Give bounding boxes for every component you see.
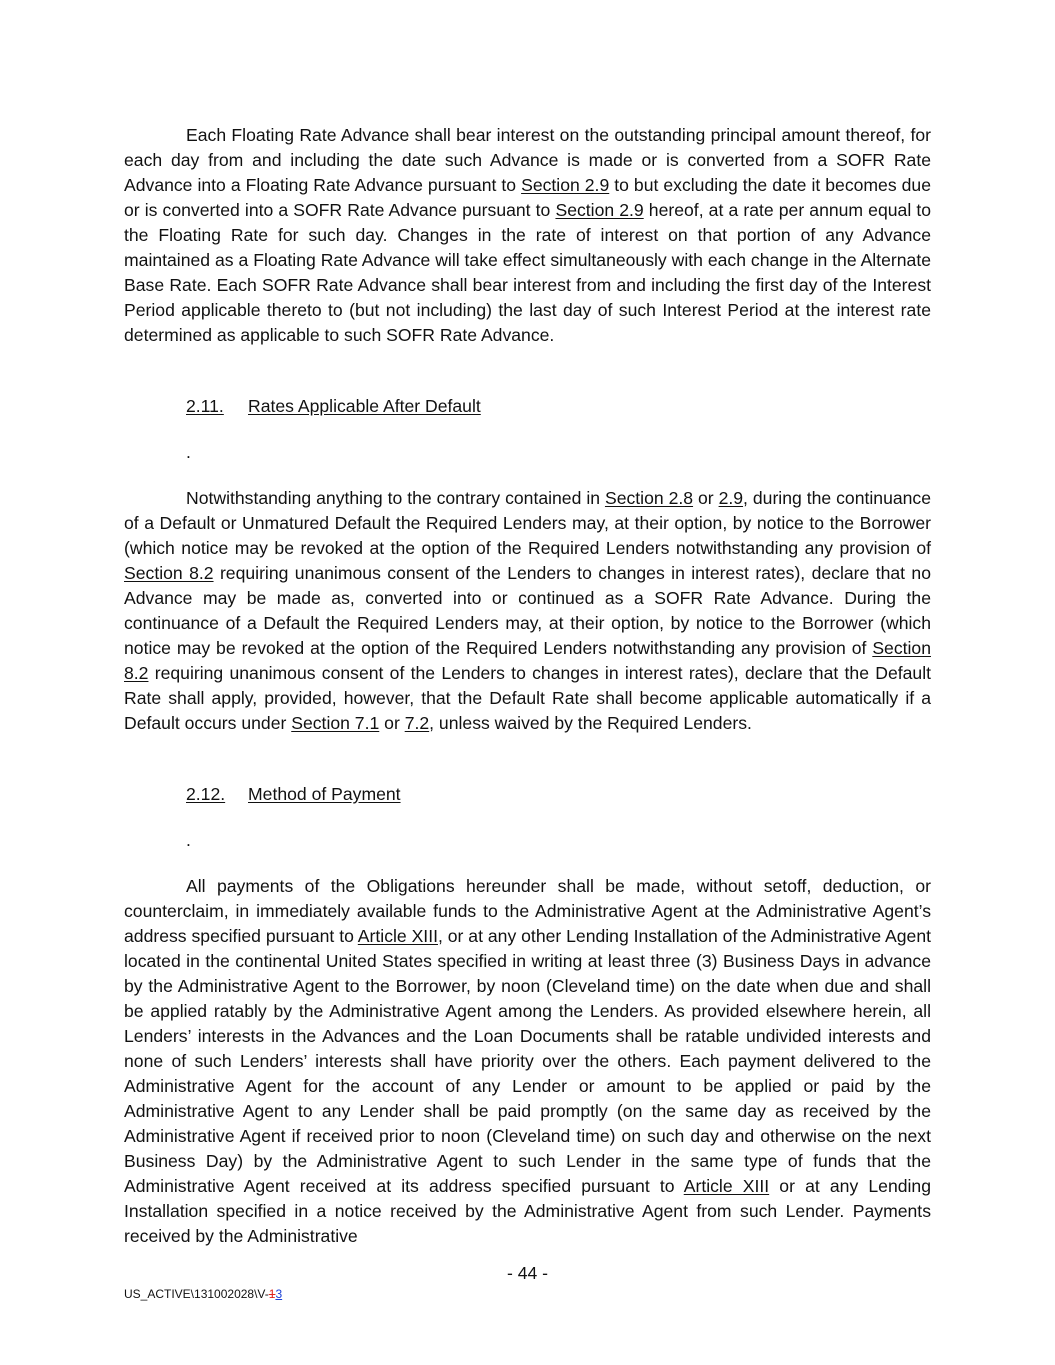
cross-reference-link[interactable]: Article XIII [357, 926, 438, 946]
section-title: Method of Payment [248, 784, 401, 804]
cross-reference-link[interactable]: 7.2 [404, 713, 430, 733]
cross-reference-link[interactable]: Section 8.2 [124, 563, 214, 583]
text-segment: or at any Lending Installation specified in a notice received by the Administrative Agent from such Lender. Payments received by the Administrative [124, 1176, 931, 1246]
section-period: . [186, 830, 191, 850]
text-segment: or [379, 713, 405, 733]
paragraph-rates-after-default [124, 486, 931, 736]
text-segment: , during the continuance of a Default or Unmatured Default the Required Lenders may, at their option, by notice to the Borrower (which notice may be revoked at the option of the Required Lenders notwithstanding any provision of [124, 488, 931, 558]
text-segment: All payments of the Obligations hereunder shall be made, without setoff, deduction, or counterclaim, in immediately available funds to the Administrative Agent at the Administrative Agent’s address specified pursuant to [124, 876, 931, 946]
section-period: . [186, 442, 191, 462]
text-segment: requiring unanimous consent of the Lenders to changes in interest rates), declare that no Advance may be made as, converted into or continued as a SOFR Rate Advance. During the continuance of a Default the Required Lenders may, at their option, by notice to the Borrower (which notice may be revoked at the option of the Required Lenders notwithstanding any provision of [124, 563, 932, 658]
section-number: 2.12. [186, 784, 226, 804]
text-segment: , or at any other Lending Installation of the Administrative Agent located in the continental United States specified in writing at least three (3) Business Days in advance by the Administrative Agent to the Borrower, by noon (Cleveland time) on the date when due and shall be applied ratably by the Administrative Agent among the Lenders. As provided elsewhere herein, all Lenders’ interests in the Advances and the Loan Documents shall be ratable undivided interests and none of such Lenders’ interests shall have priority over the others. Each payment delivered to the Administrative Agent for the account of any Lender or amount to be applied or paid by the Administrative Agent to any Lender shall be paid promptly (on the same day as received by the Administrative Agent if received prior to noon (Cleveland time) on such day and otherwise on the next Business Day) by the Administrative Agent to such Lender in the same type of funds that the Administrative Agent received at its address specified pursuant to [124, 926, 932, 1196]
page-number: - 44 - [506, 1263, 549, 1283]
paragraph-floating-rate-interest [124, 123, 931, 348]
text-segment: Notwithstanding anything to the contrary contained in [186, 488, 605, 508]
document-id-deleted-version: 1 [268, 1287, 276, 1301]
section-title: Rates Applicable After Default [248, 396, 481, 416]
section-heading-2-11 [186, 394, 481, 419]
cross-reference-link[interactable]: Section 2.8 [604, 488, 694, 508]
document-id-inserted-version: 3 [275, 1287, 283, 1301]
text-segment: requiring unanimous consent of the Lenders to changes in interest rates), declare that the Default Rate shall apply, provided, however, that the Default Rate shall become applicable automatically if a Default occurs under [124, 663, 931, 733]
cross-reference-link[interactable]: Section 8.2 [124, 638, 931, 683]
cross-reference-link[interactable]: Section 2.9 [555, 200, 644, 220]
cross-reference-link[interactable]: 2.9 [718, 488, 744, 508]
text-segment: to but excluding the date it becomes due or is converted into a SOFR Rate Advance pursuant to [124, 175, 932, 220]
cross-reference-link[interactable]: Section 7.1 [291, 713, 380, 733]
cross-reference-link[interactable]: Article XIII [683, 1176, 770, 1196]
paragraph-method-of-payment [124, 874, 931, 1249]
document-id-base: US_ACTIVE\131002028\V- [124, 1287, 269, 1301]
text-segment: or [693, 488, 719, 508]
section-number: 2.11. [186, 396, 224, 416]
document-id-footer [124, 1286, 282, 1302]
text-segment: hereof, at a rate per annum equal to the Floating Rate for such day. Changes in the rate of interest on that portion of any Advance maintained as a Floating Rate Advance will take effect simultaneously with each change in the Alternate Base Rate. Each SOFR Rate Advance shall bear interest from and including the first day of the Interest Period applicable thereto to (but not including) the last day of such Interest Period at the interest rate determined as applicable to such SOFR Rate Advance. [124, 200, 931, 345]
cross-reference-link[interactable]: Section 2.9 [521, 175, 610, 195]
section-heading-2-12 [186, 782, 401, 807]
text-segment: Each Floating Rate Advance shall bear interest on the outstanding principal amount thereof, for each day from and including the date such Advance is made or is converted from a SOFR Rate Advance into a Floating Rate Advance pursuant to [124, 125, 931, 195]
text-segment: , unless waived by the Required Lenders. [429, 713, 752, 733]
